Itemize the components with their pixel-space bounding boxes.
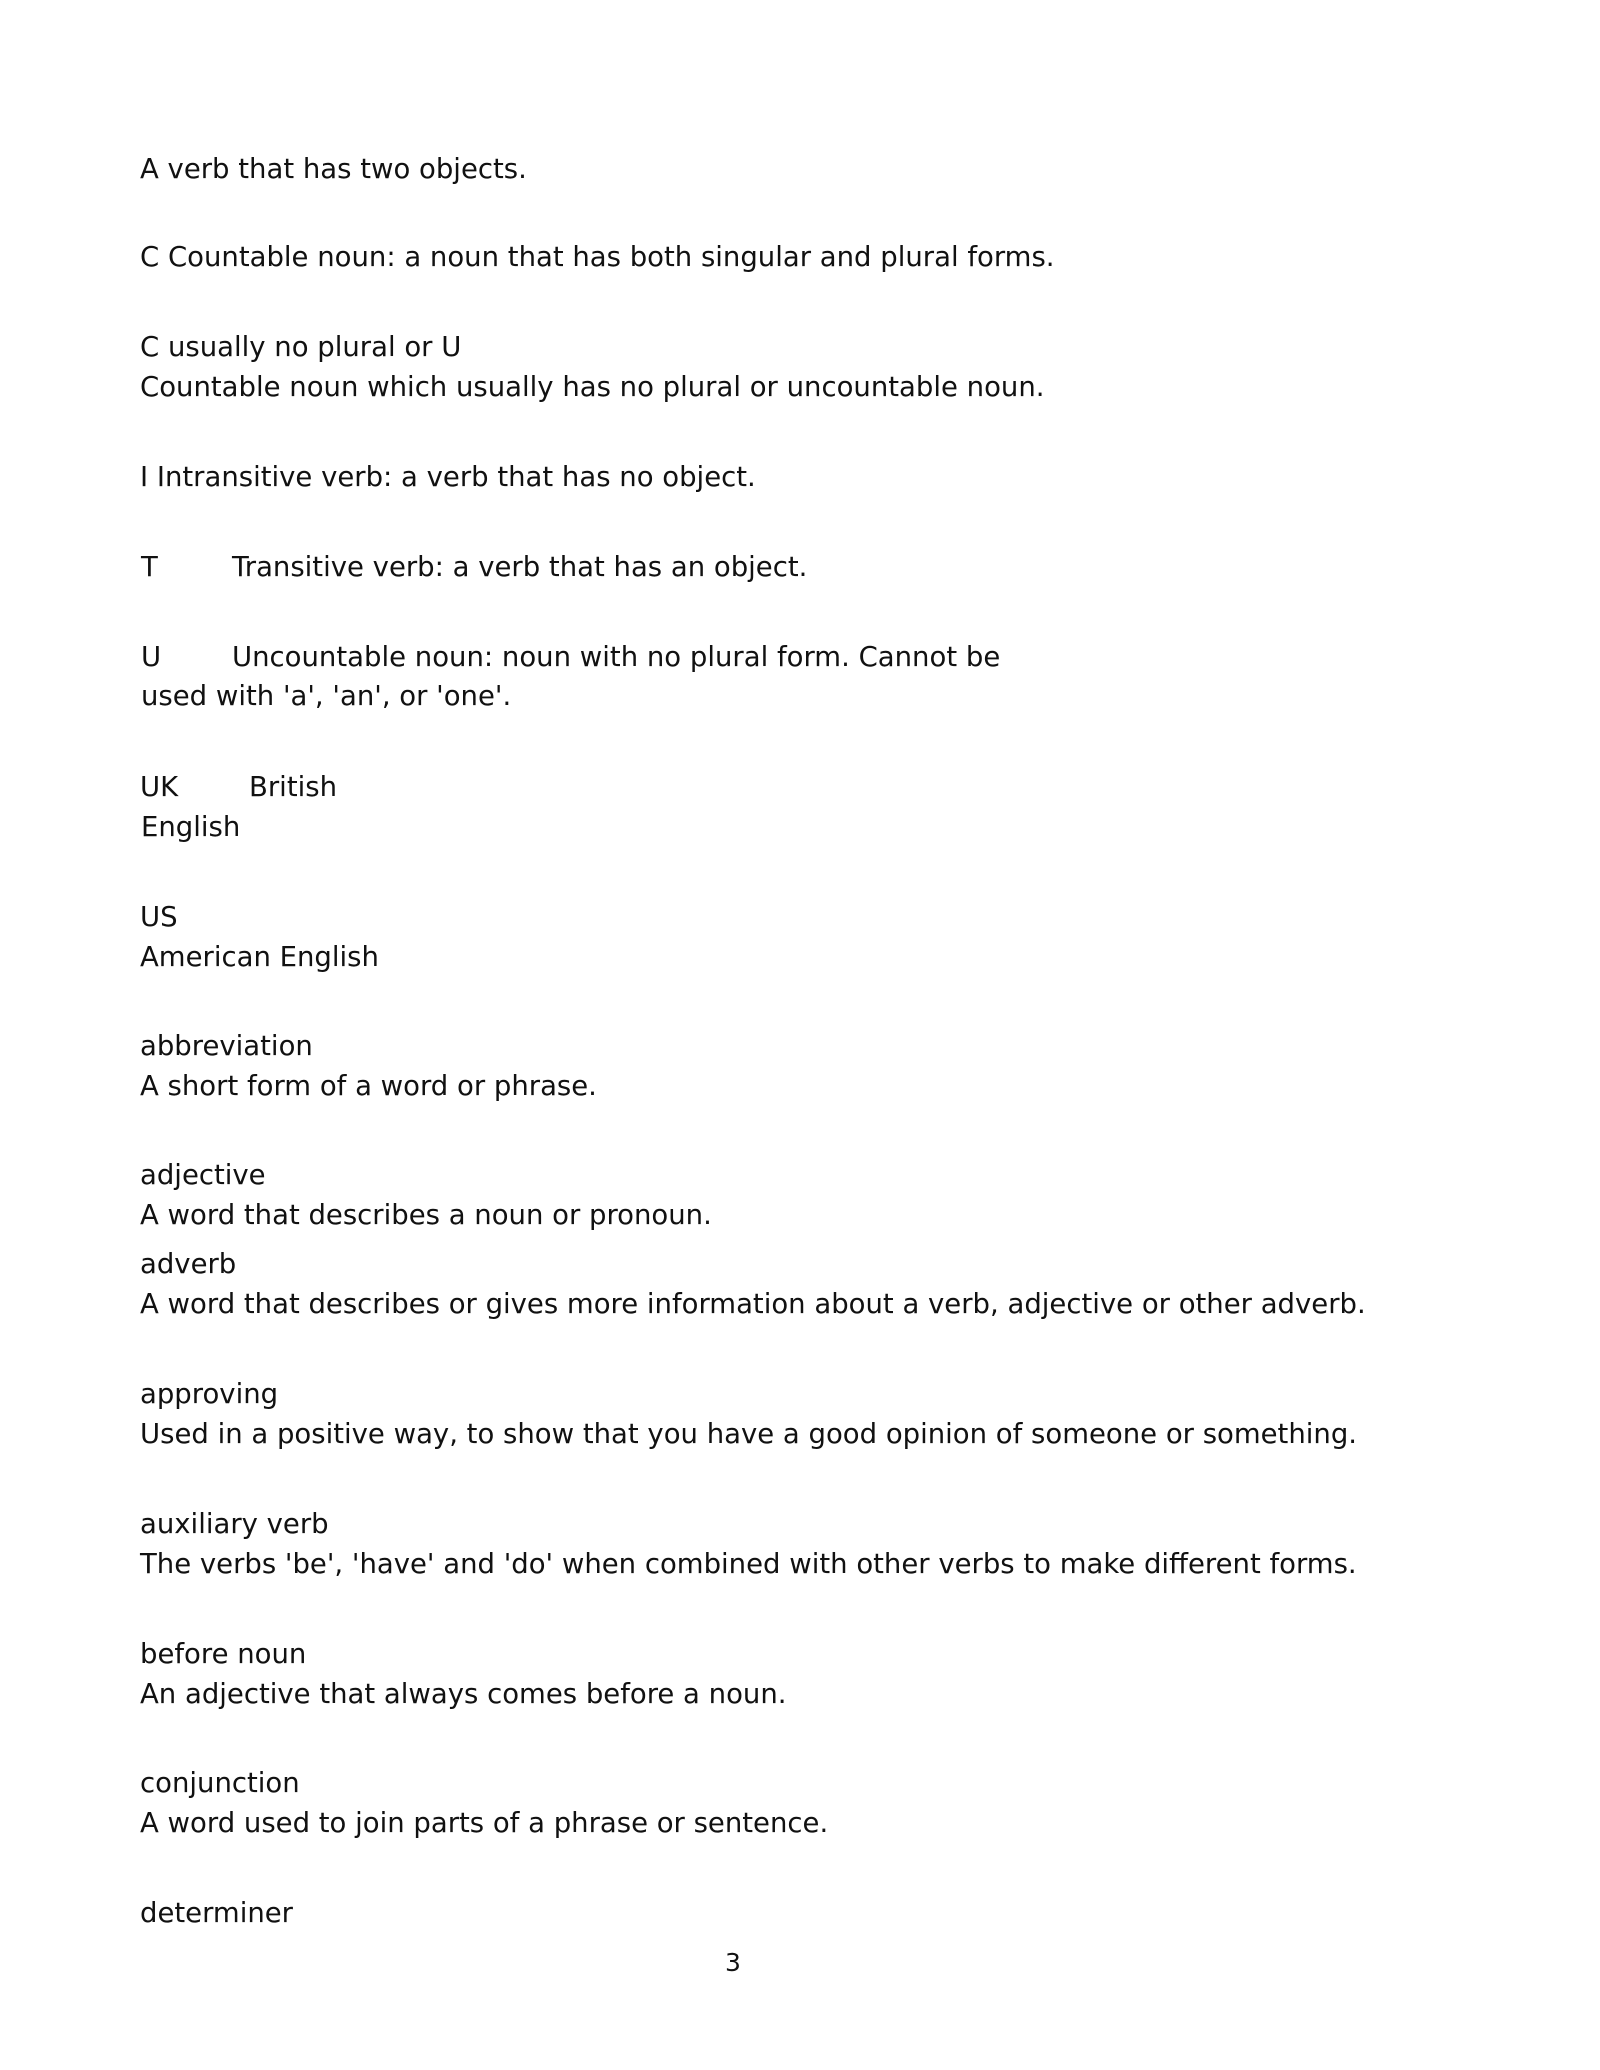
uk-definition-part-1: British <box>249 771 337 803</box>
before-noun-term: before noun <box>140 1638 307 1670</box>
ditransitive-definition: A verb that has two objects. <box>140 153 527 185</box>
adjective-definition: A word that describes a noun or pronoun. <box>140 1199 712 1231</box>
countable-usually-no-plural-definition: Countable noun which usually has no plural or uncountable noun. <box>140 371 1045 403</box>
us-definition: American English <box>140 941 379 973</box>
before-noun-definition: An adjective that always comes before a noun. <box>140 1678 787 1710</box>
page-number: 3 <box>725 1948 741 1977</box>
countable-usually-no-plural-term: C usually no plural or U <box>140 331 462 363</box>
conjunction-term: conjunction <box>140 1767 300 1799</box>
approving-definition: Used in a positive way, to show that you have a good opinion of someone or something. <box>140 1418 1358 1450</box>
determiner-term: determiner <box>140 1897 293 1929</box>
uncountable-code: U <box>141 641 162 673</box>
uncountable-definition-line-1: Uncountable noun: noun with no plural form. Cannot be <box>232 641 1001 673</box>
countable-noun-entry: C Countable noun: a noun that has both singular and plural forms. <box>140 241 1055 273</box>
uncountable-definition-line-2: used with 'a', 'an', or 'one'. <box>141 680 512 712</box>
auxiliary-verb-definition: The verbs 'be', 'have' and 'do' when combined with other verbs to make different forms. <box>140 1548 1357 1580</box>
transitive-code: T <box>141 551 158 583</box>
uk-definition-part-2: English <box>141 811 241 843</box>
abbreviation-definition: A short form of a word or phrase. <box>140 1070 597 1102</box>
abbreviation-term: abbreviation <box>140 1030 313 1062</box>
us-code: US <box>140 901 178 933</box>
approving-term: approving <box>140 1378 279 1410</box>
adverb-term: adverb <box>140 1248 237 1280</box>
intransitive-verb-entry: I Intransitive verb: a verb that has no object. <box>140 461 756 493</box>
conjunction-definition: A word used to join parts of a phrase or sentence. <box>140 1807 829 1839</box>
uk-code: UK <box>140 771 179 803</box>
adjective-term: adjective <box>140 1159 266 1191</box>
adverb-definition: A word that describes or gives more information about a verb, adjective or other adverb. <box>140 1288 1366 1320</box>
transitive-definition: Transitive verb: a verb that has an object. <box>232 551 808 583</box>
auxiliary-verb-term: auxiliary verb <box>140 1508 329 1540</box>
